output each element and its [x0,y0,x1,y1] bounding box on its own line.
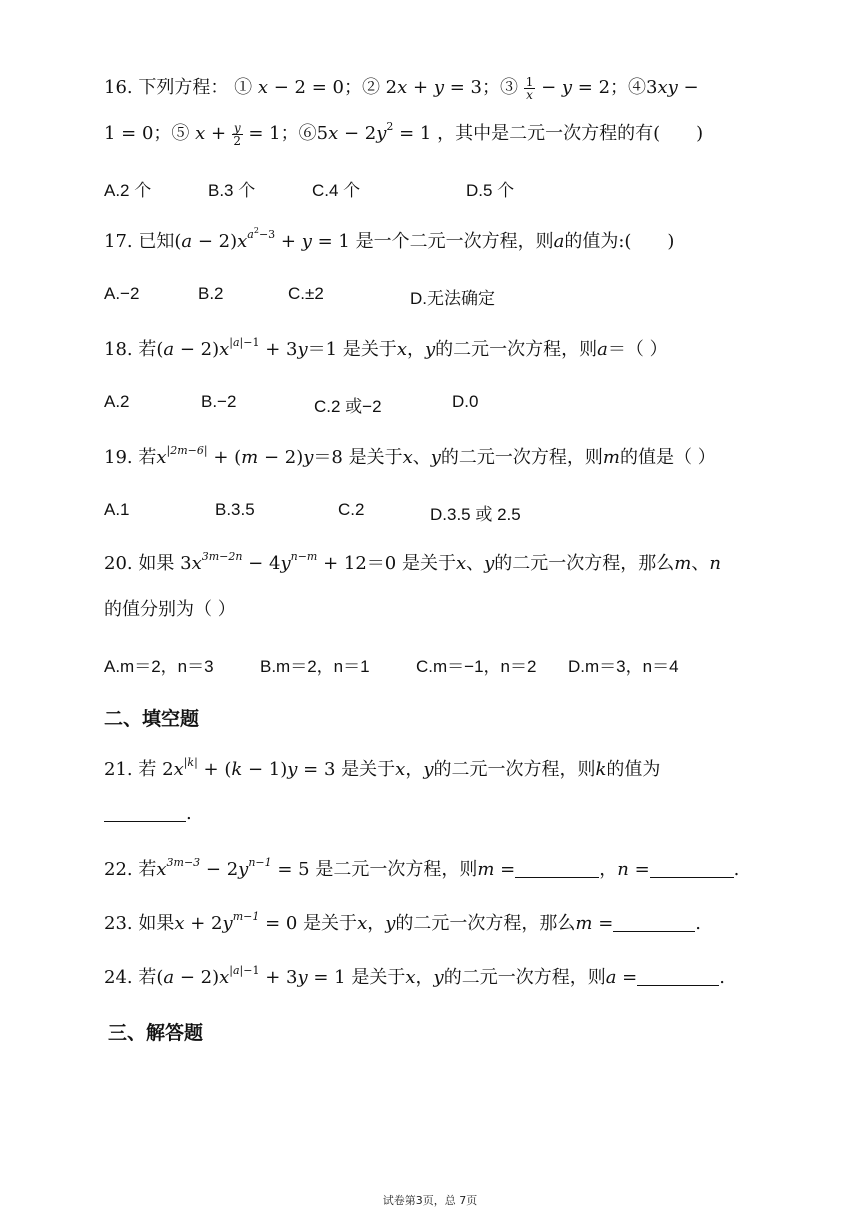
equation: $x + 2y^{m-1} = 0$ [174,910,298,934]
answer-blank-n[interactable] [650,859,734,878]
option-a: A.1 [104,500,130,519]
question-stem-2: 的二元一次方程，则 [435,339,598,360]
option-c: C.2 [338,500,365,519]
question-number: 17. [104,231,133,252]
question-prefix: 已知 [138,231,175,252]
equation: $(a - 2)x^{a^2-3} + y = 1$ [174,226,350,252]
question-number: 18. [104,339,133,360]
question-prefix: 下列方程： [138,77,229,98]
question-prefix: 若 [138,859,157,880]
question-prefix: 如果 [138,913,175,934]
section-heading-solutions: 三、解答题 [108,1022,204,1044]
question-17 [104,228,674,256]
question-22: 22. 若$x^{3m-3} - 2y^{n-1} = 5$ 是二元一次方程，则m = ，n = . [104,856,740,880]
question-stem-2: 的二元一次方程，则 [433,759,596,780]
question-21-line-1: 21. 若 $2x^{|k|} + (k - 1)y = 3$ 是关于x，y的二元一次方程，则k的值为 [104,756,661,780]
question-stem: 是关于 [341,759,396,780]
question-number: 20. [104,553,133,574]
question-24: 24. 若$(a - 2)x^{|a|-1} + 3y = 1$ 是关于x，y的二元一次方程，则a = . [104,964,725,988]
question-20-line-2 [104,596,236,624]
question-stem-end: 的值为:( ) [564,231,675,252]
page-footer: 试卷第3页，总 7页 [382,1194,478,1207]
question-prefix: 若 [138,447,157,468]
option-d: D.0 [452,392,479,411]
question-prefix: 若 [138,967,157,988]
answer-blank[interactable] [104,803,186,822]
question-20-line-1: 20. 如果 $3x^{3m-2n} - 4y^{n-m} + 12=0$ 是关于x、y的二元一次方程，那么m、n [104,550,721,574]
question-stem-end: 的值分别为（ ） [104,599,236,620]
question-18: 18. 若$(a - 2)x^{|a|-1} + 3y=1$ 是关于x，y的二元一次方程，则a＝（ ） [104,336,668,360]
question-number: 24. [104,967,133,988]
section-heading-fill-in: 二、填空题 [104,708,200,730]
question-stem-2: 的二元一次方程，则 [440,447,603,468]
option-c: C.m＝−1，n＝2 [416,657,537,676]
equation-list: ① x − 2 = 0；② 2x + y = 3；③ $\frac{1}{x}$ − y = 2；④3xy − [234,74,699,102]
question-number: 22. [104,859,133,880]
question-number: 16. [104,77,133,98]
option-c: C.4 个 [312,181,361,200]
equation: $(a - 2)x^{|a|-1} + 3y = 1$ [156,964,346,988]
question-stem-2: 的二元一次方程，则 [443,967,606,988]
question-number: 21. [104,759,133,780]
question-stem-2: 的二元一次方程，那么 [494,553,675,574]
question-prefix: 如果 [138,553,175,574]
equation: $(a - 2)x^{|a|-1} + 3y=1$ [156,336,338,360]
option-d: D.5 个 [466,181,515,200]
question-stem: 是关于 [351,967,406,988]
option-d: D.无法确定 [410,289,495,308]
equation: $3x^{3m-2n} - 4y^{n-m} + 12=0$ [180,550,397,574]
option-a: A.−2 [104,284,140,303]
question-stem: 是关于 [303,913,358,934]
equation-list-cont: 1 = 0；⑤ x + $\frac{y}{2}$ = 1；⑥5x − $2y^2 = 1$ [104,120,432,148]
equation: $2x^{|k|} + (k - 1)y = 3$ [162,756,336,780]
question-stem-end: ＝（ ） [607,339,668,360]
question-number: 19. [104,447,133,468]
option-a: A.m＝2，n＝3 [104,657,214,676]
question-stem-end: 的值为 [606,759,661,780]
question-prefix: 若 [138,759,157,780]
question-prefix: 若 [138,339,157,360]
question-number: 23. [104,913,133,934]
variable: a [553,231,565,252]
question-stem: 是关于 [342,339,397,360]
answer-blank[interactable] [613,913,695,932]
question-21-line-2 [104,800,192,828]
equation: $x^{|2m-6|} + (m - 2)y=8$ [156,444,343,468]
question-stem: 是二元一次方程，则 [315,859,478,880]
option-c: C.±2 [288,284,324,303]
question-stem-end: 的值是（ ） [620,447,716,468]
question-stem-2: 的二元一次方程，那么 [395,913,576,934]
option-d: D.3.5 或 2.5 [430,505,521,524]
question-stem: ，其中是二元一次方程的有( ) [437,123,704,144]
question-19: 19. 若$x^{|2m-6|} + (m - 2)y=8$ 是关于x、y的二元一次方程，则m的值是（ ） [104,444,716,468]
question-stem: 是关于 [348,447,403,468]
question-16-line-2 [104,120,703,148]
question-stem: 是关于 [401,553,456,574]
equation: $x^{3m-3} - 2y^{n-1} = 5$ [156,856,310,880]
option-b: B.3 个 [208,181,256,200]
period: . [186,803,192,824]
question-16-line-1 [104,74,699,102]
option-a: A.2 [104,392,130,411]
question-23: 23. 如果$x + 2y^{m-1} = 0$ 是关于x，y的二元一次方程，那么m = . [104,910,702,934]
answer-blank-m[interactable] [515,859,599,878]
answer-blank[interactable] [637,967,719,986]
option-c: C.2 或−2 [314,397,382,416]
option-b: B.3.5 [215,500,255,519]
option-d: D.m＝3，n＝4 [568,657,679,676]
option-b: B.−2 [201,392,237,411]
option-b: B.m＝2，n＝1 [260,657,370,676]
option-a: A.2 个 [104,181,152,200]
question-stem: 是一个二元一次方程，则 [355,231,554,252]
option-b: B.2 [198,284,224,303]
